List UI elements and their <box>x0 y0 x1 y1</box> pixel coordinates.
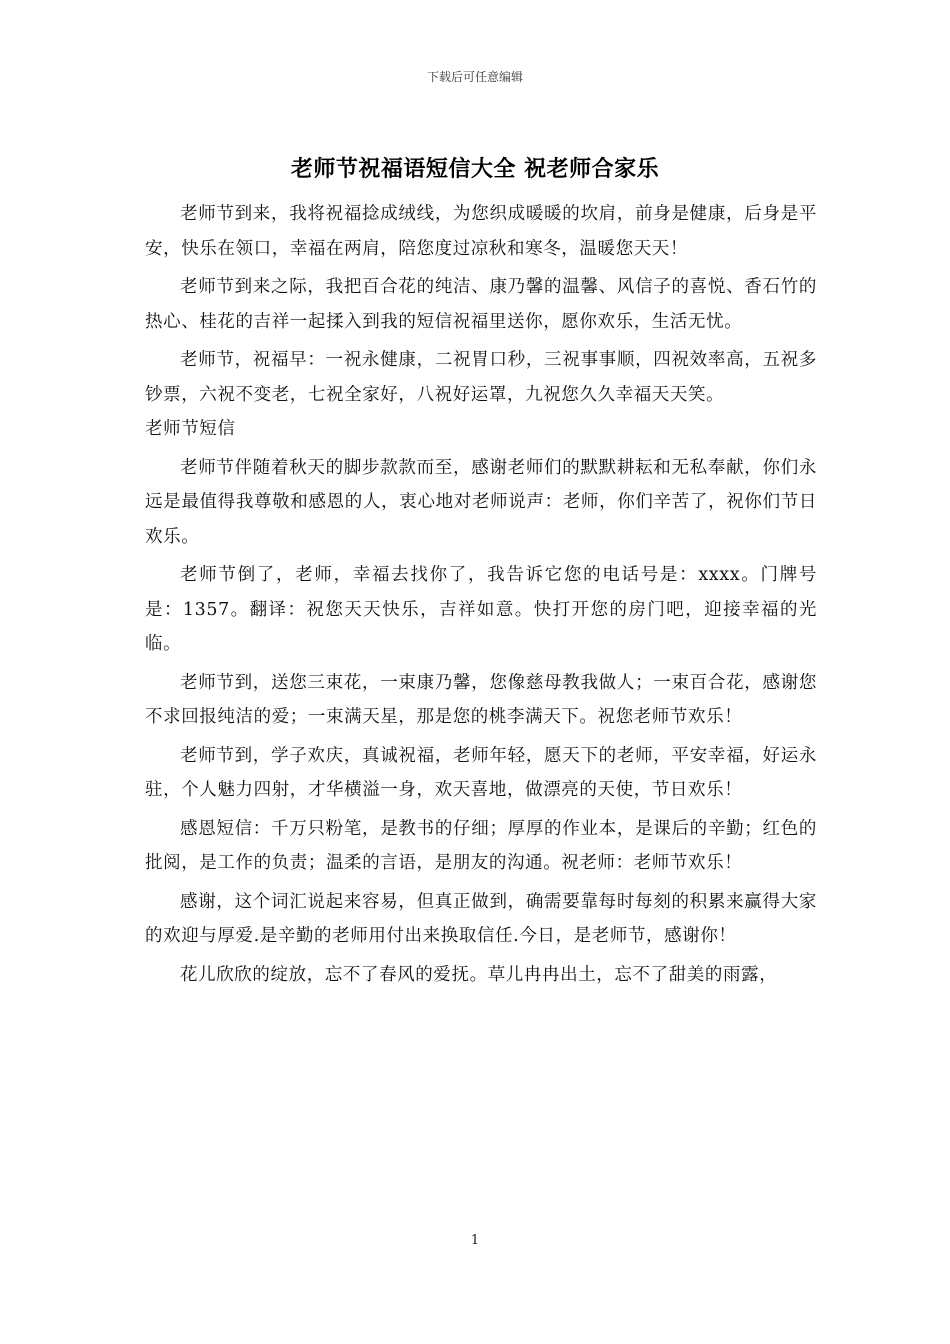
document-title: 老师节祝福语短信大全 祝老师合家乐 <box>290 156 660 182</box>
paragraph: 老师节倒了，老师，幸福去找你了，我告诉它您的电话号是：xxxx。门牌号是：1357。翻译：祝您天天快乐，吉祥如意。快打开您的房门吧，迎接幸福的光临。 <box>145 565 817 654</box>
page-number: 1 <box>470 1233 480 1248</box>
paragraph: 花儿欣欣的绽放，忘不了春风的爱抚。草儿冉冉出土，忘不了甜美的雨露， <box>180 964 778 985</box>
document-body <box>145 197 817 996</box>
paragraph: 老师节到来，我将祝福捻成绒线，为您织成暖暖的坎肩，前身是健康，后身是平安，快乐在领口，幸福在两肩，陪您度过凉秋和寒冬，温暖您天天！ <box>145 204 817 259</box>
paragraph: 老师节到，送您三束花，一束康乃馨，您像慈母教我做人；一束百合花，感谢您不求回报纯洁的爱；一束满天星，那是您的桃李满天下。祝您老师节欢乐！ <box>145 672 817 727</box>
paragraph: 老师节到，学子欢庆，真诚祝福，老师年轻，愿天下的老师，平安幸福，好运永驻，个人魅力四射，才华横溢一身，欢天喜地，做漂亮的天使，节日欢乐！ <box>145 745 817 800</box>
section-label: 老师节短信 <box>145 419 236 439</box>
header-note: 下载后可任意编辑 <box>426 70 523 84</box>
paragraph: 老师节到来之际，我把百合花的纯洁、康乃馨的温馨、风信子的喜悦、香石竹的热心、桂花的吉祥一起揉入到我的短信祝福里送你，愿你欢乐，生活无忧。 <box>145 277 817 332</box>
paragraph: 感恩短信：千万只粉笔，是教书的仔细；厚厚的作业本，是课后的辛勤；红色的批阅，是工作的负责；温柔的言语，是朋友的沟通。祝老师：老师节欢乐！ <box>145 818 817 873</box>
paragraph: 老师节，祝福早：一祝永健康，二祝胃口秒，三祝事事顺，四祝效率高，五祝多钞票，六祝不变老，七祝全家好，八祝好运罩，九祝您久久幸福天天笑。 <box>145 350 817 405</box>
paragraph: 老师节伴随着秋天的脚步款款而至，感谢老师们的默默耕耘和无私奉献，你们永远是最值得我尊敬和感恩的人，衷心地对老师说声：老师，你们辛苦了，祝你们节日欢乐。 <box>145 457 817 547</box>
paragraph: 感谢，这个词汇说起来容易，但真正做到，确需要靠每时每刻的积累来赢得大家的欢迎与厚爱.是辛勤的老师用付出来换取信任.今日，是老师节，感谢你！ <box>145 891 817 946</box>
